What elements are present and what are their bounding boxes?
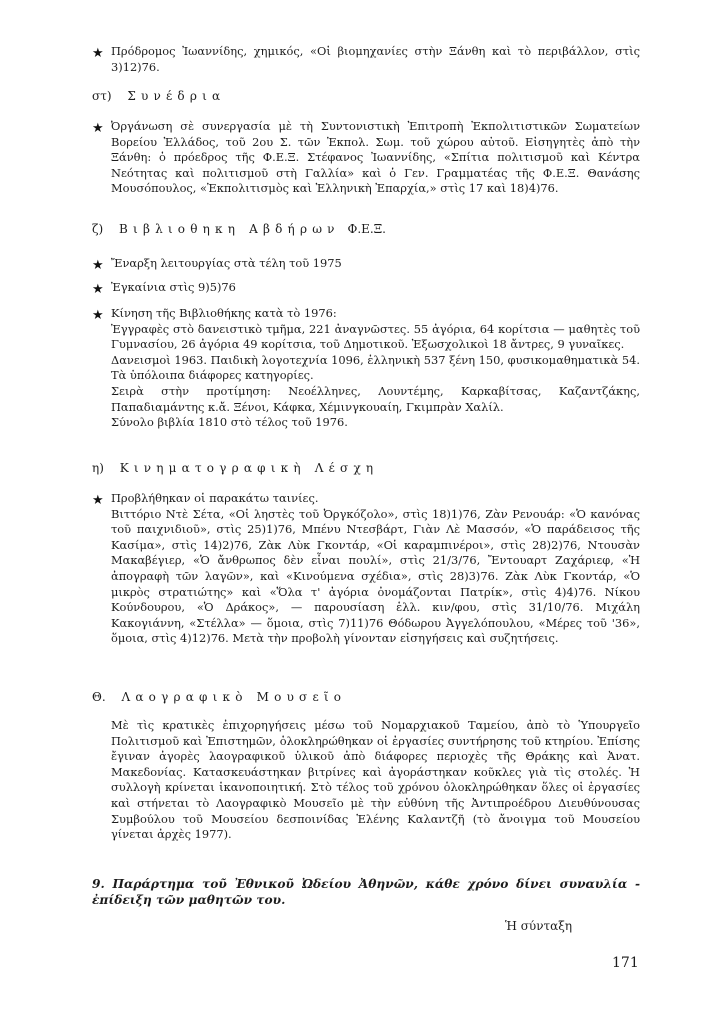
inauguration-item	[111, 280, 640, 296]
star-bullet-icon: ★	[92, 121, 104, 136]
films-title: Προβλήθηκαν οἱ παρακάτω ταινίες.	[111, 491, 319, 505]
section-title: Συνέδρια	[127, 89, 226, 103]
star-bullet-icon: ★	[92, 493, 104, 508]
section-heading-library	[92, 222, 386, 237]
library-opening-text: Ἔναρξη λειτουργίας στὰ τέλη τοῦ 1975	[111, 256, 342, 270]
library-line: Ἐγγραφὲς στὸ δανειστικὸ τμῆμα, 221 ἀναγνῶστες. 55 ἀγόρια, 64 κορίτσια — μαθητὲς τοῦ Γυμνασίου, 26 ἀγόρια 49 κορίτσια, τοῦ Δημοτικοῦ. Ἐξωσχολικοὶ 18 ἄντρες, 9 γυναῖκες.	[111, 321, 640, 352]
films-text: Βιττόριο Ντὲ Σέτα, «Οἱ ληστὲς τοῦ Ὀργκόζολο», στὶς 18)1)76, Ζὰν Ρενουάρ: «Ὁ κανόνας τοῦ παιχνιδιοῦ», στὶς 25)1)76, Μπένυ Ντεσβάρτ, Γιὰν Λὲ Μασσόν, «Ὁ παράδεισος τῆς Κασίμα», στὶς 14)2)76, Ζὰκ Λὺκ Γκοντάρ, «Οἱ καραμπινέροι», στὶς 28)2)76, Ντουσὰν Μακαβέγιερ, «Ὁ ἄνθρωπος δὲν εἶναι πουλί», στὶς 21/3/76, Ἔντουαρτ Ζαχάριεφ, «Ἡ ἀπογραφὴ τῶν λαγῶν», καὶ «Κινούμενα σχέδια», στὶς 28)3)76. Ζὰκ Λὺκ Γκοντάρ, «Ὁ μικρὸς στρατιώτης» καὶ «Ὅλα τ' ἀγόρια ὀνομάζονται Πατρίκ», στὶς 4)4)76. Νίκου Κούνδουρου, «Ὁ Δράκος», — παρουσίαση ἑλλ. κιν/φου, στὶς 31/10/76. Μιχάλη Κακογιάννη, «Στέλλα» — ὅμοια, στὶς 7)11)76 Θόδωρου Ἀγγελόπουλου, «Μέρες τοῦ '36», ὅμοια, στὶς 4)12)76. Μετὰ τὴν προβολὴ γίνονταν εἰσηγήσεις καὶ συζητήσεις.	[111, 506, 640, 646]
museum-paragraph: Μὲ τὶς κρατικὲς ἐπιχορηγήσεις μέσω τοῦ Νομαρχιακοῦ Ταμείου, ἀπὸ τὸ Ὑπουργεῖο Πολιτισμοῦ καὶ Ἐπιστημῶν, ὁλοκληρώθηκαν οἱ ἐργασίες συντήρησης τοῦ κτηρίου. Ἐπίσης ἔγιναν ἀγορὲς λαογραφικοῦ ὑλικοῦ ἀπὸ διάφορες περιοχὲς τῆς Θράκης καὶ Ἀνατ. Μακεδονίας. Κατασκευάστηκαν βιτρίνες καὶ ἀγοράστηκαν κοῦκλες γιὰ τὶς στολές. Ἡ συλλογὴ κρίνεται ἱκανοποιητική. Στὸ τέλος τοῦ χρόνου ὁλοκληρώθηκαν ὅλες οἱ ἐργασίες καὶ στήνεται τὸ Λαογραφικὸ Μουσεῖο μὲ τὴν εὐθύνη τῆς Ἀντιπροέδρου Διευθύνουσας Συμβούλου τοῦ Μουσείου δεσποινίδας Ἑλένης Καλαντζῆ (τὸ ἄνοιγμα τοῦ Μουσείου γίνεται ἀρχὲς 1977).	[111, 718, 640, 842]
section-heading-cinema-club	[92, 461, 378, 476]
star-bullet-icon: ★	[92, 46, 104, 61]
library-opening-item	[111, 256, 640, 272]
star-bullet-icon: ★	[92, 258, 104, 273]
conference-text: Ὀργάνωση σὲ συνεργασία μὲ τὴ Συντονιστικὴ Ἐπιτροπὴ Ἐκπολιτιστικῶν Σωματείων Βορείου Ἑλλάδος, τοῦ 2ου Σ. τῶν Ἐκπολ. Σωμ. τοῦ χώρου αὐτοῦ. Εἰσηγητὲς ἀπὸ τὴν Ξάνθη: ὁ πρόεδρος τῆς Φ.Ε.Ξ. Στέφανος Ἰωαννίδης, «Σπίτια πολιτισμοῦ καὶ Κέντρα Νεότητας καὶ πολιτισμοῦ στὴ Γαλλία» καὶ ὁ Γεν. Γραμματέας τῆς Φ.Ε.Ξ. Θανάσης Μουσόπουλος, «Ἐκπολιτισμὸς καὶ Ἑλληνικὴ Ἐπαρχία,» στὶς 17 καὶ 18)4)76.	[111, 119, 640, 196]
inauguration-text: Ἐγκαίνια στὶς 9)5)76	[111, 280, 236, 294]
lecture-text: Πρόδρομος Ἰωαννίδης, χημικός, «Οἱ βιομηχανίες στὴν Ξάνθη καὶ τὸ περιβάλλον, στὶς 3)12)76.	[111, 44, 640, 74]
star-bullet-icon: ★	[92, 308, 104, 323]
section-title: Κινηματογραφικὴ Λέσχη	[119, 461, 379, 475]
signature: Ἡ σύνταξη	[505, 919, 573, 933]
conference-item	[111, 119, 640, 197]
section-title: Βιβλιοθηκη Αβδήρων	[119, 222, 340, 236]
library-line: Δανεισμοὶ 1963. Παιδικὴ λογοτεχνία 1096, ἑλληνικὴ 537 ξένη 150, φυσικομαθηματικὰ 54. Τὰ ὑπόλοιπα διάφορες κατηγορίες.	[111, 352, 640, 383]
section-9-paragraph: 9. Παράρτημα τοῦ Ἐθνικοῦ Ὠδείου Ἀθηνῶν, κάθε χρόνο δίνει συναυλία - ἐπίδειξη τῶν μαθητῶν του.	[92, 877, 640, 907]
section-label: Θ.	[92, 690, 106, 704]
library-line: Σειρὰ στὴν προτίμηση: Νεοέλληνες, Λουντέμης, Καρκαβίτσας, Καζαντζάκης, Παπαδιαμάντης κ.ἄ. Ξένοι, Κάφκα, Χέμινγκουαίη, Γκιμπρὰν Χαλίλ.	[111, 383, 640, 414]
section-title-suffix: Φ.Ε.Ξ.	[347, 222, 386, 236]
films-item	[111, 491, 640, 647]
section-heading-folklore-museum	[92, 690, 346, 705]
library-activity-title: Κίνηση τῆς Βιβλιοθήκης κατὰ τὸ 1976:	[111, 306, 337, 320]
section-heading-synedria	[92, 89, 225, 104]
section-label: στ)	[92, 89, 112, 103]
lecture-item	[111, 44, 640, 75]
star-bullet-icon: ★	[92, 282, 104, 297]
section-title: Λαογραφικὸ Μουσεῖο	[121, 690, 347, 704]
library-activity-item	[111, 306, 640, 431]
section-label: η)	[92, 461, 104, 475]
section-label: ζ)	[92, 222, 104, 236]
library-line: Σύνολο βιβλία 1810 στὸ τέλος τοῦ 1976.	[111, 415, 348, 430]
page-number: 171	[612, 955, 639, 971]
